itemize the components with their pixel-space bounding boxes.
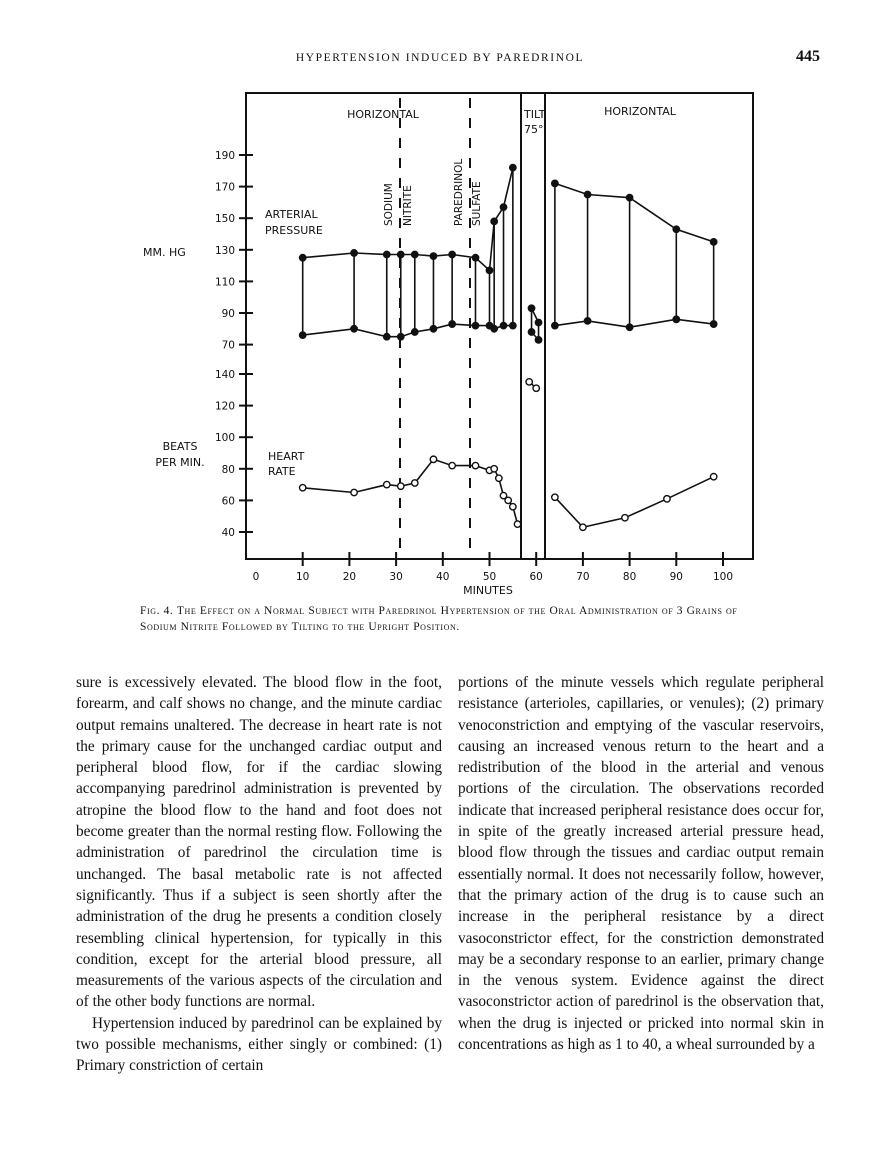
xlabel-minutes: MINUTES [463,584,513,597]
heart-rate-point [300,485,306,491]
heart-rate-point [622,515,628,521]
right-column [458,672,824,1055]
caption-label: Fig. 4. [140,605,174,617]
heart-rate-point [510,504,516,510]
diastolic-line [303,324,513,337]
x-tick-label: 50 [482,571,497,583]
heart-rate-point [526,379,532,385]
drug-label-nitrite: NITRITE [402,185,414,226]
x-tick-label: 70 [576,571,590,583]
heart-rate-point [472,462,478,468]
heart-rate-point [505,497,511,503]
heart-rate-point [412,480,418,486]
hr-tick-label: 120 [214,400,235,413]
x-tick-label: 30 [389,571,403,583]
x-axis [253,552,733,583]
x-tick-label: 60 [529,571,543,583]
x-tick-label: 90 [669,571,683,583]
heart-rate-line [303,459,518,524]
heart-rate-line [555,477,714,528]
ylabel-mm-hg: MM. HG [143,246,186,259]
heart-rate-point [491,466,497,472]
series-label-rate: RATE [268,465,296,478]
hr-tick-label: 100 [214,432,235,445]
heart-rate-point [430,456,436,462]
ylabel-beats-2: PER MIN. [155,456,205,469]
heart-rate-point [384,481,390,487]
x-tick-label: 100 [712,571,734,583]
hr-axis [215,369,253,539]
x-tick-label: 80 [622,571,637,583]
series-label-heart: HEART [268,450,305,463]
data-marks [300,164,717,530]
hr-tick-label: 140 [214,369,235,381]
bp-tick-label: 190 [214,150,235,162]
drug-label-sodium: SODIUM [383,183,395,226]
drug-label-sulfate: SULFATE [471,181,483,226]
page-number: 445 [796,48,820,65]
heart-rate-point [664,496,670,502]
heart-rate-point [580,524,586,530]
bp-tick-label: 130 [214,244,235,257]
heart-rate-point [533,385,539,391]
left-column [76,672,442,1077]
hr-tick-label: 40 [221,527,235,539]
paragraph: Hypertension induced by paredrinol can be explained by two possible mechanisms, either singly or combined: (1) Primary constriction of certain [76,1014,442,1075]
bp-tick-label: 70 [221,339,235,352]
phase-label-horizontal-1: HORIZONTAL [347,108,419,121]
series-label-pressure: PRESSURE [265,224,323,237]
phase-label-horizontal-2: HORIZONTAL [604,105,676,118]
bp-tick-label: 90 [221,308,235,320]
x-tick-label: 10 [296,571,310,583]
x-tick-label: 40 [436,571,450,583]
phase-label-tilt: TILT [524,108,546,121]
drug-label-paredrinol: PAREDRINOL [453,158,465,226]
heart-rate-point [351,489,357,495]
paragraph: portions of the minute vessels which regulate peripheral resistance (arterioles, capillaries, or venules); (2) primary venoconstriction and emptying of the vascular reservoirs, causing an increased venous return to the heart and a redistribution of the blood in the arterial and venous portions of the circulation. The observations recorded indicate that increased peripheral resistance does occur for, in spite of the greatly increased arterial pressure head, blood flow through the tissues and cardiac output remain essentially normal. It does not necessarily follow, however, that the primary action of the drug is to cause such an increase in the peripheral resistance by a direct vasoconstrictor effect, for the constriction demonstrated may be a secondary response to an earlier, primary change in the venous system. Evidence against the direct vasoconstrictor action of paredrinol is the observation that, when the drug is injected or pricked into normal skin in concentrations as high as 1 to 40, a wheal surrounded by a [458,674,824,1054]
bp-tick-label: 150 [214,213,235,226]
running-title: HYPERTENSION INDUCED BY PAREDRINOL [295,52,585,64]
heart-rate-point [496,475,502,481]
paragraph: sure is excessively elevated. The blood flow in the foot, forearm, and calf shows no change, and the minute cardiac output remains unaltered. The decrease in heart rate is not the primary cause for the unchanged cardiac output and peripheral blood flow, for if the cardiac slowing accompanying paredrinol administration is prevented by atropine the blood flow to the hand and foot does not become greater than the normal resting flow. Following the administration of paredrinol the circulation time is unchanged. The basal metabolic rate is not affected significantly. Thus if a subject is seen shortly after the administration of the drug he presents a condition closely resembling clinical hypertension, for typically in this condition, except for the arterial blood pressure, all measurements of the various aspects of the circulation and of the other body functions are normal. [76,674,442,1011]
systolic-line [555,183,714,242]
bp-axis [215,150,253,352]
heart-rate-point [449,462,455,468]
hr-tick-label: 60 [221,495,235,508]
caption-text: The Effect on a Normal Subject with Paredrinol Hypertension of the Oral Administration of 3 Grains of Sodium Nitrite Followed by Tilting to the Upright Position. [140,605,738,633]
heart-rate-point [514,521,520,527]
bp-tick-label: 110 [214,276,235,289]
heart-rate-point [398,483,404,489]
x-tick-label: 0 [252,571,260,583]
phase-label-tilt-angle: 75° [524,123,544,136]
series-label-arterial: ARTERIAL [265,208,318,221]
hr-tick-label: 80 [221,463,235,476]
heart-rate-point [710,474,716,480]
diastolic-line [555,319,714,327]
figure-caption [140,603,760,635]
bp-tick-label: 170 [214,181,235,194]
x-tick-label: 20 [342,571,357,583]
heart-rate-point [552,494,558,500]
ylabel-beats-1: BEATS [162,440,198,453]
